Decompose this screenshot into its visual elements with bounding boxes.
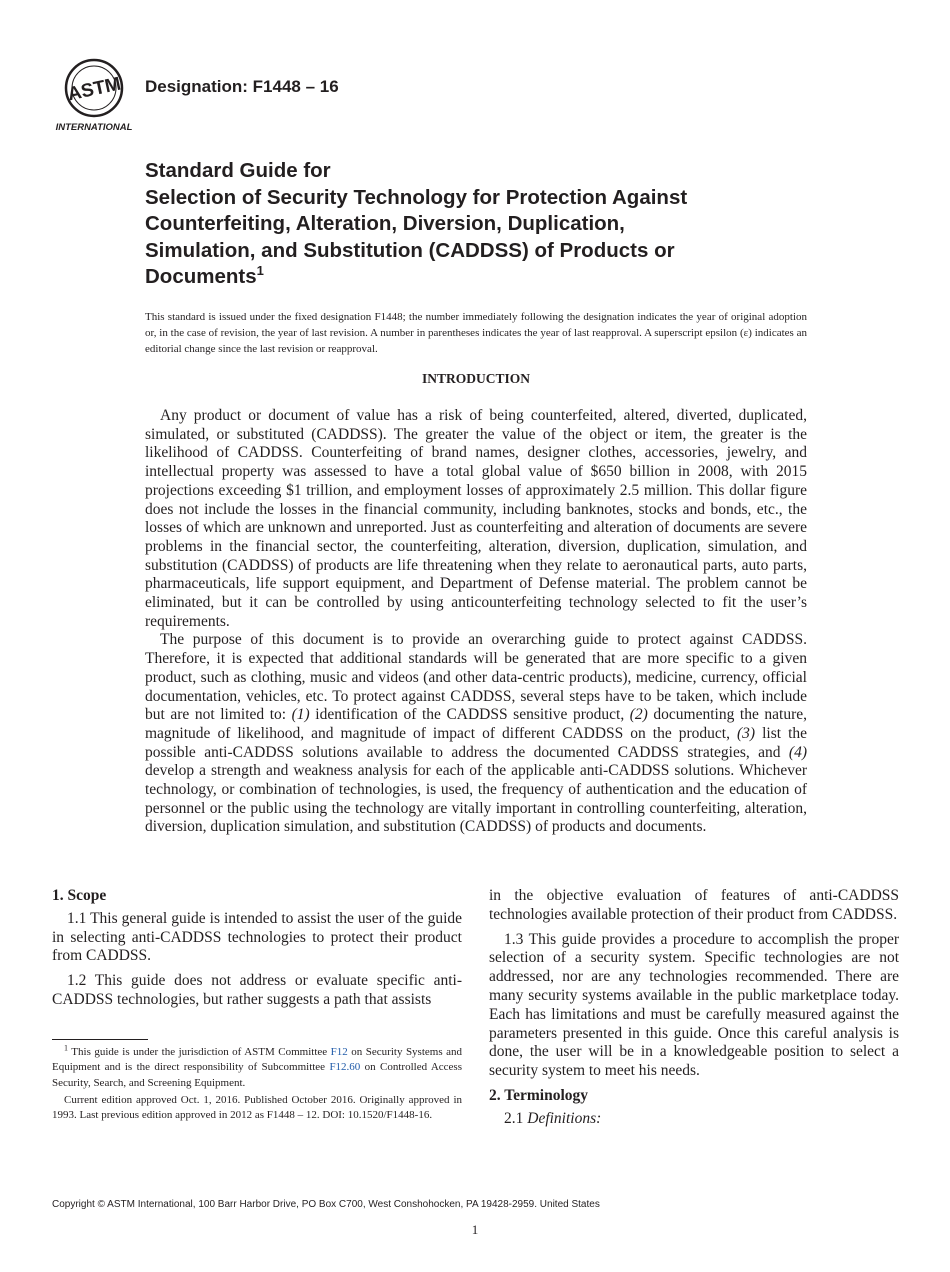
introduction-paragraph: The purpose of this document is to provide an overarching guide to protect against CADDSS. Therefore, it is expected that additional standards will be generated that are more specific to a given product, such as clothing, music and videos (and other data-centric products), medicine, currency, official documentation, vehicles, etc. To protect against CADDSS, several steps have to be taken, which include but are not limited to: (1) identification of the CADDSS sensitive product, (2) documenting the nature, magnitude of likelihood, and magnitude of impact of different CADDSS on the product, (3) list the possible anti-CADDSS solutions available to address the documented CADDSS strategies, and (4) develop a strength and weakness analysis for each of the applicable anti-CADDSS solutions. Whichever technology, or combination of technologies, is used, the frequency of authentication and the education of personnel or the public using the technology are vitally important in controlling counterfeiting, alteration, diversion, duplication simulation, and substitution (CADDSS) of products and documents. xyxy=(145,631,807,836)
introduction-heading: INTRODUCTION xyxy=(421,371,530,386)
left-column xyxy=(52,887,462,1016)
title-line: Selection of Security Technology for Protection Against xyxy=(145,185,688,209)
list-number: (2) xyxy=(629,706,648,724)
subcommittee-link-f12-60[interactable]: F12.60 xyxy=(329,1061,361,1074)
title-last-line: Documents xyxy=(145,265,257,288)
definitions-label: Definitions: xyxy=(527,1109,602,1127)
list-number: (1) xyxy=(291,706,310,724)
section-paragraph: 1.3 This guide provides a procedure to accomplish the proper selection of a security system. Specific technologies are not addressed, nor are any technologies recommended. There are many security systems available in the public marketplace today. Each has limitations and must be carefully measured against the parameters presented in this guide. Once this careful analysis is done, the user will be in a knowledgeable position to select a security system to meet his needs. xyxy=(489,930,899,1080)
issue-note: This standard is issued under the fixed designation F1448; the number immediately following the designation indicates the year of original adoption or, in the case of revision, the year of last revision. A number in parentheses indicates the year of last reapproval. A superscript epsilon (ε) indicates an editorial change since the last revision or reapproval. xyxy=(145,311,807,355)
committee-link-f12[interactable]: F12 xyxy=(330,1046,348,1058)
footnotes xyxy=(52,1045,462,1125)
title-line xyxy=(145,264,865,291)
astm-logo-wordmark: INTERNATIONAL xyxy=(55,122,133,133)
footnote: $^1$ This guide is under the jurisdiction of ASTM Committee F12 on Security Systems and Equipment and is the direct responsibility of Subcommittee F12.60 on Controlled Access Security, Search, and Screening Equipment. xyxy=(52,1043,462,1089)
section-paragraph: 2.1 Definitions: xyxy=(504,1109,602,1127)
copyright: Copyright © ASTM International, 100 Barr Harbor Drive, PO Box C700, West Conshohocken, PA 19428-2959. United States xyxy=(52,1199,600,1210)
section-heading-terminology: 2. Terminology xyxy=(489,1086,589,1104)
introduction-paragraph: Any product or document of value has a risk of being counterfeited, altered, diverted, duplicated, simulated, or substituted (CADDSS). The greater the value of the object or item, the greater is the likelihood of CADDSS. Counterfeiting of brand names, designer clothes, accessories, jewelry, and intellectual property was assessed to have a total global value of $650 billion in 2008, with 2015 projections exceeding $1 trillion, and employment losses of approximately 2.5 million. This dollar figure does not include the losses in the financial community, including banknotes, stocks and bonds, etc., the losses of which are unknown and unreported. Just as counterfeiting and alteration of documents are severe problems in the financial sector, the counterfeiting, alteration, diversion, duplication, simulation, and substitution (CADDSS) of products are life threatening when they relate to aeronautical parts, auto parts, pharmaceuticals, life support equipment, and Department of Defense material. The problem cannot be eliminated, but it can be controlled by using anticounterfeiting technology selected to fit the user’s requirements. xyxy=(145,407,807,630)
section-heading-scope: 1. Scope xyxy=(52,887,107,904)
footnote-mark: 1 xyxy=(64,1043,68,1053)
footnote: Current edition approved Oct. 1, 2016. Published October 2016. Originally approved in 1993. Last previous edition approved in 2012 as F1448 – 12. DOI: 10.1520/F1448-16. xyxy=(52,1093,462,1122)
title-footnote-mark: 1 xyxy=(256,263,264,279)
section-paragraph: in the objective evaluation of features of anti-CADDSS technologies available protection of their product from CADDSS. xyxy=(489,887,899,923)
title-line: Standard Guide for xyxy=(145,159,331,182)
document-title xyxy=(145,158,865,291)
astm-logo xyxy=(52,58,136,134)
designation: Designation: F1448 – 16 xyxy=(145,77,339,96)
right-column xyxy=(489,887,899,1129)
astm-logo-letters: ASTM xyxy=(65,73,123,106)
page-number: 1 xyxy=(471,1222,479,1237)
title-line: Simulation, and Substitution (CADDSS) of Products or xyxy=(145,238,675,262)
astm-logo-icon xyxy=(52,58,136,134)
section-paragraph: 1.2 This guide does not address or evaluate specific anti-CADDSS technologies, but rather suggests a path that assists xyxy=(52,972,462,1008)
list-number: (3) xyxy=(737,724,756,742)
title-line: Counterfeiting, Alteration, Diversion, Duplication, xyxy=(145,212,625,235)
section-paragraph: 1.1 This general guide is intended to assist the user of the guide in selecting anti-CADDSS technologies to protect their product from CADDSS. xyxy=(52,909,462,965)
introduction-body xyxy=(145,407,807,837)
list-number: (4) xyxy=(788,743,807,761)
footnote-divider xyxy=(52,1039,148,1040)
